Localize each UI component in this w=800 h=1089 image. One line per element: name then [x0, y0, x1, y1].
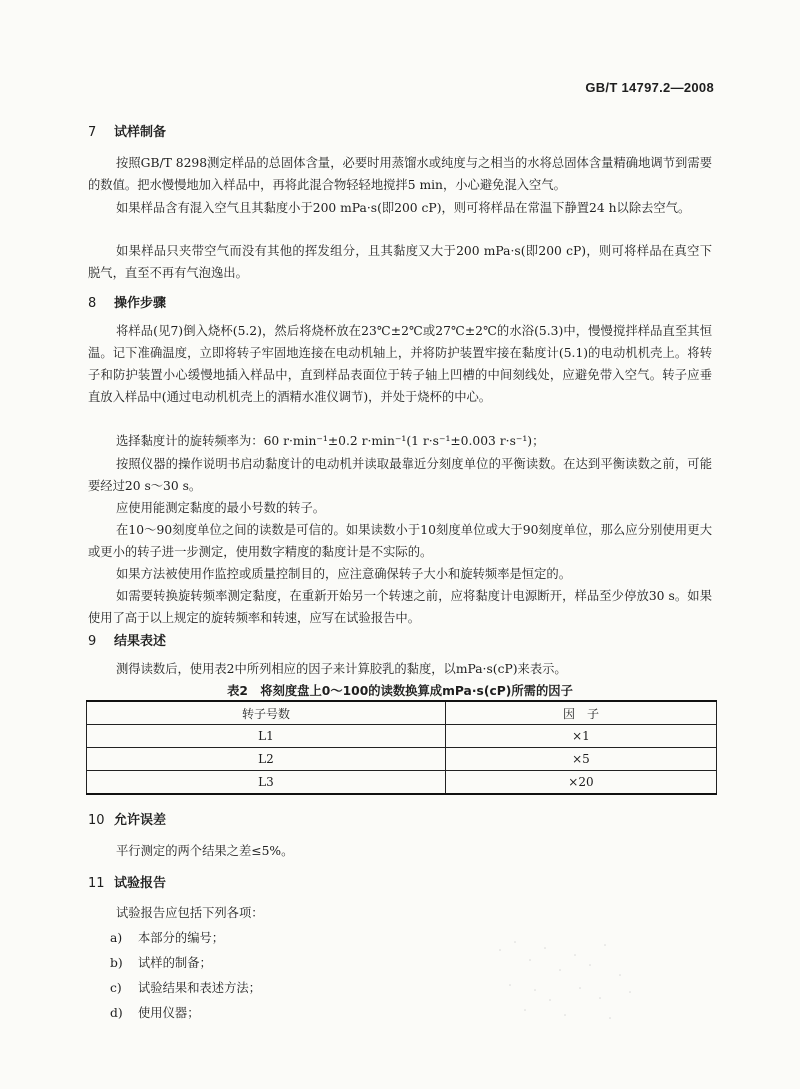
- section-11-heading: [88, 872, 166, 891]
- list-item: [110, 928, 224, 946]
- section-9-heading: [88, 630, 166, 649]
- list-item-text: 试验结果和表述方法；: [138, 981, 261, 995]
- list-item-text: 本部分的编号；: [138, 931, 225, 945]
- table-row: [87, 748, 717, 771]
- scan-noise: [490, 930, 650, 1030]
- section-title: 结果表述: [114, 634, 167, 649]
- list-marker: c): [110, 981, 122, 995]
- table-header-cell: 因 子: [445, 701, 716, 725]
- paragraph: 应使用能测定黏度的最小号数的转子。: [116, 501, 326, 515]
- section-title: 操作步骤: [114, 296, 167, 311]
- list-item: [110, 1003, 200, 1021]
- section-number: 7: [88, 125, 97, 140]
- paragraph: 按照仪器的操作说明书启动黏度计的电动机并读取最靠近分刻度单位的平衡读数。在达到平衡读数之前，可能要经过20 s～30 s。: [88, 457, 712, 493]
- table-cell: ×5: [445, 748, 716, 771]
- paragraph: 如果样品含有混入空气且其黏度小于200 mPa·s(即200 cP)，则可将样品在常温下静置24 h以除去空气。: [116, 201, 691, 215]
- section-number: 8: [88, 296, 97, 311]
- list-item: [110, 978, 261, 996]
- section-7-heading: [88, 121, 166, 140]
- paragraph: 测得读数后，使用表2中所列相应的因子来计算胶乳的黏度，以mPa·s(cP)来表示。: [116, 662, 567, 676]
- section-10-heading: [88, 809, 166, 828]
- table-cell: ×20: [445, 771, 716, 795]
- factor-table: [86, 700, 717, 795]
- section-number: 11: [88, 876, 105, 891]
- table-header-cell: 转子号数: [87, 701, 446, 725]
- list-marker: d): [110, 1006, 123, 1020]
- section-8-heading: [88, 292, 166, 311]
- table-row: [87, 771, 717, 795]
- list-marker: a): [110, 931, 123, 945]
- paragraph: 选择黏度计的旋转频率为：60 r·min⁻¹±0.2 r·min⁻¹(1 r·s⁻¹±0.003 r·s⁻¹)；: [116, 434, 545, 448]
- standard-code: GB/T 14797.2—2008: [585, 80, 714, 95]
- section-number: 9: [88, 634, 97, 649]
- section-title: 允许误差: [114, 813, 167, 828]
- list-marker: b): [110, 956, 123, 970]
- paragraph: 在10～90刻度单位之间的读数是可信的。如果读数小于10刻度单位或大于90刻度单位，那么应分别使用更大或更小的转子进一步测定，使用数字精度的黏度计是不实际的。: [88, 523, 712, 559]
- paragraph: 试验报告应包括下列各项：: [116, 906, 264, 920]
- section-title: 试样制备: [114, 125, 167, 140]
- paragraph: 按照GB/T 8298测定样品的总固体含量，必要时用蒸馏水或纯度与之相当的水将总固体含量精确地调节到需要的数值。把水慢慢地加入样品中，再将此混合物轻轻地搅拌5 min，小心避免混入空气。: [88, 156, 712, 192]
- table-caption: 表2 将刻度盘上0～100的读数换算成mPa·s(cP)所需的因子: [227, 684, 573, 698]
- list-item: [110, 953, 212, 971]
- table-cell: L3: [87, 771, 446, 795]
- table-row: [87, 725, 717, 748]
- paragraph: 平行测定的两个结果之差≤5%。: [116, 844, 294, 858]
- table-cell: L1: [87, 725, 446, 748]
- table-cell: ×1: [445, 725, 716, 748]
- table-header-row: [87, 701, 717, 725]
- section-title: 试验报告: [114, 876, 167, 891]
- list-item-text: 使用仪器；: [138, 1006, 200, 1020]
- paragraph: 如果方法被使用作监控或质量控制目的，应注意确保转子大小和旋转频率是恒定的。: [116, 567, 571, 581]
- list-item-text: 试样的制备；: [138, 956, 212, 970]
- table-cell: L2: [87, 748, 446, 771]
- section-number: 10: [88, 813, 105, 828]
- paragraph: 将样品(见7)倒入烧杯(5.2)，然后将烧杯放在23℃±2℃或27℃±2℃的水浴(5.3)中，慢慢搅拌样品直至其恒温。记下准确温度，立即将转子牢固地连接在电动机轴上，并将防护装置牢接在黏度计(5.1)的电动机机壳上。将转子和防护装置小心缓慢地插入样品中，直到样品表面位于转子轴上凹槽的中间刻线处，应避免带入空气。转子应垂直放入样品中(通过电动机机壳上的酒精水准仪调节)，并处于烧杯的中心。: [88, 324, 712, 404]
- paragraph: 如果样品只夹带空气而没有其他的挥发组分，且其黏度又大于200 mPa·s(即200 cP)，则可将样品在真空下脱气，直至不再有气泡逸出。: [88, 244, 712, 280]
- paragraph: 如需要转换旋转频率测定黏度，在重新开始另一个转速之前，应将黏度计电源断开，样品至少停放30 s。如果使用了高于以上规定的旋转频率和转速，应写在试验报告中。: [88, 589, 712, 625]
